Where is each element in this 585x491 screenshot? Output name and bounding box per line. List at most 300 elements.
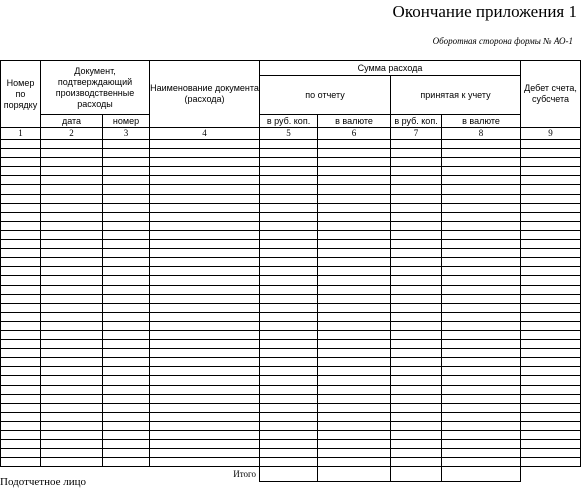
table-cell[interactable]: [103, 312, 150, 321]
table-cell[interactable]: [260, 385, 318, 394]
table-cell[interactable]: [318, 249, 391, 258]
table-cell[interactable]: [521, 194, 581, 203]
table-cell[interactable]: [318, 258, 391, 267]
table-cell[interactable]: [260, 349, 318, 358]
table-cell[interactable]: [41, 158, 103, 167]
table-cell[interactable]: [318, 421, 391, 430]
table-cell[interactable]: [318, 449, 391, 458]
table-cell[interactable]: [318, 412, 391, 421]
table-cell[interactable]: [41, 267, 103, 276]
table-cell[interactable]: [318, 158, 391, 167]
table-cell[interactable]: [442, 230, 521, 239]
table-cell[interactable]: [41, 240, 103, 249]
table-cell[interactable]: [442, 258, 521, 267]
table-cell[interactable]: [391, 303, 442, 312]
table-cell[interactable]: [442, 412, 521, 421]
table-cell[interactable]: [442, 149, 521, 158]
table-cell[interactable]: [521, 258, 581, 267]
table-cell[interactable]: [103, 440, 150, 449]
table-cell[interactable]: [442, 394, 521, 403]
table-cell[interactable]: [260, 221, 318, 230]
table-cell[interactable]: [41, 421, 103, 430]
table-cell[interactable]: [521, 449, 581, 458]
table-cell[interactable]: [521, 376, 581, 385]
table-cell[interactable]: [442, 440, 521, 449]
table-cell[interactable]: [103, 194, 150, 203]
table-cell[interactable]: [442, 158, 521, 167]
table-cell[interactable]: [318, 285, 391, 294]
table-cell[interactable]: [260, 330, 318, 339]
table-cell[interactable]: [150, 158, 260, 167]
table-cell[interactable]: [391, 458, 442, 467]
table-cell[interactable]: [1, 276, 41, 285]
table-cell[interactable]: [391, 376, 442, 385]
table-cell[interactable]: [150, 403, 260, 412]
table-cell[interactable]: [521, 212, 581, 221]
table-cell[interactable]: [41, 194, 103, 203]
table-cell[interactable]: [41, 203, 103, 212]
table-cell[interactable]: [318, 203, 391, 212]
table-cell[interactable]: [521, 276, 581, 285]
table-cell[interactable]: [391, 176, 442, 185]
table-cell[interactable]: [391, 240, 442, 249]
table-cell[interactable]: [318, 294, 391, 303]
table-cell[interactable]: [318, 385, 391, 394]
table-cell[interactable]: [391, 194, 442, 203]
table-cell[interactable]: [150, 312, 260, 321]
table-cell[interactable]: [442, 385, 521, 394]
table-cell[interactable]: [1, 258, 41, 267]
table-cell[interactable]: [103, 294, 150, 303]
table-cell[interactable]: [1, 149, 41, 158]
table-cell[interactable]: [442, 140, 521, 149]
table-cell[interactable]: [150, 367, 260, 376]
table-cell[interactable]: [521, 330, 581, 339]
table-cell[interactable]: [41, 140, 103, 149]
table-cell[interactable]: [150, 458, 260, 467]
table-cell[interactable]: [442, 267, 521, 276]
table-cell[interactable]: [103, 167, 150, 176]
table-cell[interactable]: [103, 303, 150, 312]
table-cell[interactable]: [103, 158, 150, 167]
table-cell[interactable]: [41, 358, 103, 367]
table-cell[interactable]: [260, 203, 318, 212]
table-cell[interactable]: [41, 276, 103, 285]
table-cell[interactable]: [260, 240, 318, 249]
table-cell[interactable]: [150, 385, 260, 394]
table-cell[interactable]: [150, 149, 260, 158]
table-cell[interactable]: [521, 167, 581, 176]
table-cell[interactable]: [150, 449, 260, 458]
table-cell[interactable]: [521, 403, 581, 412]
table-cell[interactable]: [103, 431, 150, 440]
table-cell[interactable]: [150, 321, 260, 330]
table-cell[interactable]: [103, 203, 150, 212]
table-cell[interactable]: [521, 285, 581, 294]
table-cell[interactable]: [521, 221, 581, 230]
table-cell[interactable]: [318, 312, 391, 321]
table-cell[interactable]: [521, 358, 581, 367]
table-cell[interactable]: [318, 431, 391, 440]
table-cell[interactable]: [1, 321, 41, 330]
table-cell[interactable]: [41, 149, 103, 158]
table-cell[interactable]: [41, 403, 103, 412]
table-cell[interactable]: [260, 185, 318, 194]
table-cell[interactable]: [103, 458, 150, 467]
table-cell[interactable]: [1, 140, 41, 149]
total-cell[interactable]: [260, 467, 318, 482]
table-cell[interactable]: [41, 321, 103, 330]
table-cell[interactable]: [150, 249, 260, 258]
table-cell[interactable]: [521, 458, 581, 467]
table-cell[interactable]: [103, 230, 150, 239]
table-cell[interactable]: [391, 403, 442, 412]
table-cell[interactable]: [41, 294, 103, 303]
table-cell[interactable]: [391, 230, 442, 239]
table-cell[interactable]: [521, 312, 581, 321]
table-cell[interactable]: [150, 358, 260, 367]
table-cell[interactable]: [260, 176, 318, 185]
table-cell[interactable]: [41, 367, 103, 376]
table-cell[interactable]: [260, 458, 318, 467]
table-cell[interactable]: [150, 431, 260, 440]
table-cell[interactable]: [442, 221, 521, 230]
table-cell[interactable]: [260, 158, 318, 167]
table-cell[interactable]: [150, 167, 260, 176]
table-cell[interactable]: [391, 449, 442, 458]
table-cell[interactable]: [391, 158, 442, 167]
table-cell[interactable]: [41, 285, 103, 294]
table-cell[interactable]: [103, 240, 150, 249]
table-cell[interactable]: [1, 330, 41, 339]
table-cell[interactable]: [150, 303, 260, 312]
table-cell[interactable]: [318, 149, 391, 158]
table-cell[interactable]: [1, 421, 41, 430]
table-cell[interactable]: [103, 185, 150, 194]
table-cell[interactable]: [318, 330, 391, 339]
table-cell[interactable]: [1, 203, 41, 212]
table-cell[interactable]: [150, 376, 260, 385]
table-cell[interactable]: [442, 312, 521, 321]
table-cell[interactable]: [521, 431, 581, 440]
table-cell[interactable]: [521, 349, 581, 358]
table-cell[interactable]: [521, 367, 581, 376]
table-cell[interactable]: [103, 376, 150, 385]
table-cell[interactable]: [521, 421, 581, 430]
table-cell[interactable]: [150, 294, 260, 303]
table-cell[interactable]: [260, 340, 318, 349]
table-cell[interactable]: [103, 349, 150, 358]
table-cell[interactable]: [1, 440, 41, 449]
total-cell[interactable]: [318, 467, 391, 482]
table-cell[interactable]: [103, 403, 150, 412]
table-cell[interactable]: [318, 185, 391, 194]
table-cell[interactable]: [150, 394, 260, 403]
table-cell[interactable]: [103, 385, 150, 394]
table-cell[interactable]: [41, 440, 103, 449]
table-cell[interactable]: [150, 176, 260, 185]
table-cell[interactable]: [442, 276, 521, 285]
table-cell[interactable]: [391, 294, 442, 303]
table-cell[interactable]: [103, 258, 150, 267]
table-cell[interactable]: [1, 340, 41, 349]
table-cell[interactable]: [391, 412, 442, 421]
table-cell[interactable]: [1, 449, 41, 458]
table-cell[interactable]: [103, 367, 150, 376]
table-cell[interactable]: [391, 185, 442, 194]
table-cell[interactable]: [41, 340, 103, 349]
table-cell[interactable]: [1, 185, 41, 194]
table-cell[interactable]: [391, 358, 442, 367]
table-cell[interactable]: [260, 276, 318, 285]
table-cell[interactable]: [442, 458, 521, 467]
table-cell[interactable]: [391, 440, 442, 449]
table-cell[interactable]: [103, 149, 150, 158]
table-cell[interactable]: [150, 276, 260, 285]
table-cell[interactable]: [442, 321, 521, 330]
table-cell[interactable]: [260, 149, 318, 158]
table-cell[interactable]: [103, 321, 150, 330]
table-cell[interactable]: [1, 294, 41, 303]
table-cell[interactable]: [318, 440, 391, 449]
table-cell[interactable]: [318, 276, 391, 285]
table-cell[interactable]: [442, 367, 521, 376]
table-cell[interactable]: [41, 258, 103, 267]
total-cell[interactable]: [391, 467, 442, 482]
table-cell[interactable]: [391, 267, 442, 276]
table-cell[interactable]: [521, 303, 581, 312]
table-cell[interactable]: [41, 167, 103, 176]
table-cell[interactable]: [260, 258, 318, 267]
table-cell[interactable]: [150, 221, 260, 230]
table-cell[interactable]: [391, 203, 442, 212]
table-cell[interactable]: [442, 212, 521, 221]
table-cell[interactable]: [318, 458, 391, 467]
table-cell[interactable]: [442, 376, 521, 385]
table-cell[interactable]: [150, 267, 260, 276]
table-cell[interactable]: [318, 367, 391, 376]
table-cell[interactable]: [521, 230, 581, 239]
table-cell[interactable]: [103, 267, 150, 276]
table-cell[interactable]: [260, 212, 318, 221]
table-cell[interactable]: [391, 349, 442, 358]
table-cell[interactable]: [318, 230, 391, 239]
table-cell[interactable]: [1, 230, 41, 239]
table-cell[interactable]: [442, 358, 521, 367]
table-cell[interactable]: [41, 412, 103, 421]
table-cell[interactable]: [150, 285, 260, 294]
table-cell[interactable]: [521, 203, 581, 212]
table-cell[interactable]: [391, 330, 442, 339]
table-cell[interactable]: [521, 185, 581, 194]
table-cell[interactable]: [103, 221, 150, 230]
table-cell[interactable]: [391, 249, 442, 258]
table-cell[interactable]: [260, 321, 318, 330]
table-cell[interactable]: [1, 167, 41, 176]
table-cell[interactable]: [260, 421, 318, 430]
table-cell[interactable]: [391, 321, 442, 330]
table-cell[interactable]: [260, 294, 318, 303]
table-cell[interactable]: [260, 449, 318, 458]
table-cell[interactable]: [1, 303, 41, 312]
table-cell[interactable]: [442, 349, 521, 358]
table-cell[interactable]: [1, 458, 41, 467]
table-cell[interactable]: [391, 221, 442, 230]
table-cell[interactable]: [41, 431, 103, 440]
table-cell[interactable]: [442, 176, 521, 185]
table-cell[interactable]: [521, 158, 581, 167]
table-cell[interactable]: [521, 267, 581, 276]
table-cell[interactable]: [150, 230, 260, 239]
table-cell[interactable]: [103, 276, 150, 285]
table-cell[interactable]: [1, 176, 41, 185]
table-cell[interactable]: [442, 330, 521, 339]
table-cell[interactable]: [391, 149, 442, 158]
table-cell[interactable]: [1, 285, 41, 294]
table-cell[interactable]: [318, 303, 391, 312]
table-cell[interactable]: [521, 385, 581, 394]
table-cell[interactable]: [1, 221, 41, 230]
table-cell[interactable]: [260, 394, 318, 403]
table-cell[interactable]: [391, 276, 442, 285]
table-cell[interactable]: [260, 194, 318, 203]
table-cell[interactable]: [103, 394, 150, 403]
table-cell[interactable]: [41, 458, 103, 467]
table-cell[interactable]: [260, 285, 318, 294]
table-cell[interactable]: [1, 249, 41, 258]
table-cell[interactable]: [41, 230, 103, 239]
table-cell[interactable]: [521, 412, 581, 421]
table-cell[interactable]: [318, 349, 391, 358]
table-cell[interactable]: [260, 440, 318, 449]
table-cell[interactable]: [41, 212, 103, 221]
table-cell[interactable]: [442, 240, 521, 249]
table-cell[interactable]: [1, 431, 41, 440]
table-cell[interactable]: [521, 240, 581, 249]
table-cell[interactable]: [442, 403, 521, 412]
table-cell[interactable]: [150, 349, 260, 358]
table-cell[interactable]: [391, 167, 442, 176]
table-cell[interactable]: [391, 431, 442, 440]
table-cell[interactable]: [41, 176, 103, 185]
table-cell[interactable]: [41, 330, 103, 339]
table-cell[interactable]: [260, 412, 318, 421]
table-cell[interactable]: [150, 340, 260, 349]
table-cell[interactable]: [442, 285, 521, 294]
table-cell[interactable]: [1, 312, 41, 321]
table-cell[interactable]: [103, 421, 150, 430]
table-cell[interactable]: [318, 212, 391, 221]
table-cell[interactable]: [391, 312, 442, 321]
table-cell[interactable]: [521, 140, 581, 149]
table-cell[interactable]: [442, 249, 521, 258]
table-cell[interactable]: [260, 140, 318, 149]
table-cell[interactable]: [150, 212, 260, 221]
table-cell[interactable]: [260, 167, 318, 176]
table-cell[interactable]: [442, 203, 521, 212]
table-cell[interactable]: [391, 340, 442, 349]
table-cell[interactable]: [521, 149, 581, 158]
table-cell[interactable]: [318, 376, 391, 385]
table-cell[interactable]: [103, 140, 150, 149]
table-cell[interactable]: [521, 176, 581, 185]
table-cell[interactable]: [318, 340, 391, 349]
table-cell[interactable]: [442, 185, 521, 194]
table-cell[interactable]: [103, 212, 150, 221]
table-cell[interactable]: [150, 440, 260, 449]
table-cell[interactable]: [318, 140, 391, 149]
table-cell[interactable]: [318, 221, 391, 230]
table-cell[interactable]: [391, 258, 442, 267]
table-cell[interactable]: [442, 340, 521, 349]
table-cell[interactable]: [260, 312, 318, 321]
table-cell[interactable]: [260, 358, 318, 367]
table-cell[interactable]: [260, 367, 318, 376]
table-cell[interactable]: [150, 258, 260, 267]
table-cell[interactable]: [391, 385, 442, 394]
table-cell[interactable]: [391, 394, 442, 403]
table-cell[interactable]: [41, 449, 103, 458]
table-cell[interactable]: [442, 167, 521, 176]
table-cell[interactable]: [260, 403, 318, 412]
table-cell[interactable]: [442, 421, 521, 430]
table-cell[interactable]: [442, 303, 521, 312]
table-cell[interactable]: [150, 240, 260, 249]
table-cell[interactable]: [103, 330, 150, 339]
table-cell[interactable]: [41, 376, 103, 385]
table-cell[interactable]: [391, 421, 442, 430]
table-cell[interactable]: [103, 285, 150, 294]
table-cell[interactable]: [103, 340, 150, 349]
table-cell[interactable]: [318, 358, 391, 367]
table-cell[interactable]: [521, 394, 581, 403]
table-cell[interactable]: [391, 212, 442, 221]
table-cell[interactable]: [1, 194, 41, 203]
table-cell[interactable]: [1, 267, 41, 276]
total-cell[interactable]: [442, 467, 521, 482]
table-cell[interactable]: [260, 431, 318, 440]
table-cell[interactable]: [318, 167, 391, 176]
table-cell[interactable]: [41, 221, 103, 230]
table-cell[interactable]: [318, 194, 391, 203]
table-cell[interactable]: [150, 412, 260, 421]
table-cell[interactable]: [1, 403, 41, 412]
table-cell[interactable]: [442, 449, 521, 458]
table-cell[interactable]: [521, 321, 581, 330]
table-cell[interactable]: [391, 285, 442, 294]
table-cell[interactable]: [260, 303, 318, 312]
table-cell[interactable]: [260, 267, 318, 276]
table-cell[interactable]: [150, 140, 260, 149]
table-cell[interactable]: [442, 194, 521, 203]
table-cell[interactable]: [103, 249, 150, 258]
table-cell[interactable]: [260, 376, 318, 385]
table-cell[interactable]: [521, 440, 581, 449]
table-cell[interactable]: [1, 385, 41, 394]
table-cell[interactable]: [150, 194, 260, 203]
table-cell[interactable]: [103, 412, 150, 421]
table-cell[interactable]: [41, 312, 103, 321]
table-cell[interactable]: [318, 267, 391, 276]
table-cell[interactable]: [318, 394, 391, 403]
table-cell[interactable]: [442, 431, 521, 440]
table-cell[interactable]: [521, 249, 581, 258]
table-cell[interactable]: [41, 385, 103, 394]
table-cell[interactable]: [260, 249, 318, 258]
table-cell[interactable]: [150, 421, 260, 430]
table-cell[interactable]: [521, 294, 581, 303]
table-cell[interactable]: [41, 303, 103, 312]
